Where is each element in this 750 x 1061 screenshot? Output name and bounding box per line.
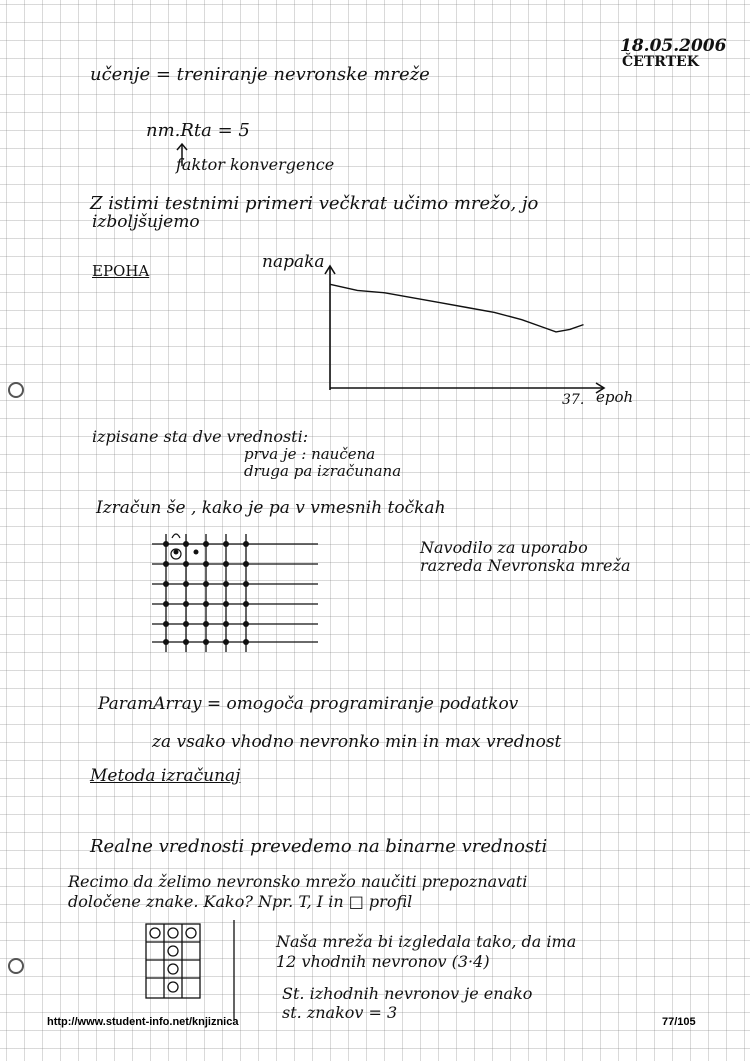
note-line-2: nm.Rta = 5 <box>146 120 250 141</box>
note-line-5: izpisane sta dve vrednosti: <box>92 427 309 446</box>
date: 18.05.2006 <box>620 36 727 56</box>
note-line-11: Metoda izračunaj <box>90 766 241 786</box>
note-line-3: faktor konvergence <box>176 155 335 174</box>
note-line-1: učenje = treniranje nevronske mreže <box>90 64 430 85</box>
note-line-4a: Z istimi testnimi primeri večkrat učimo mrežo, jo <box>90 193 539 214</box>
note-line-13a: Recimo da želimo nevronsko mrežo naučiti prepoznavati <box>68 872 528 891</box>
note-line-14b: 12 vhodnih nevronov (3·4) <box>276 952 490 971</box>
chart-series-line <box>330 284 584 332</box>
note-line-10: za vsako vhodno nevronko min in max vrednost <box>152 732 562 752</box>
epoha-label: EPOHA <box>92 262 150 280</box>
punch-hole <box>8 382 24 398</box>
footer-page-number: 77/105 <box>662 1016 696 1028</box>
note-line-9: ParamArray = omogoča programiranje podatkov <box>98 694 519 714</box>
note-line-4b: izboljšujemo <box>92 212 200 232</box>
chart-ylabel: napaka <box>262 252 325 272</box>
note-line-8: Izračun še , kako je pa v vmesnih točkah <box>96 498 446 518</box>
punch-hole <box>8 958 24 974</box>
note-line-6: prva je : naučena <box>244 445 376 463</box>
note-line-13b: določene znake. Kako? Npr. T, I in □ profil <box>68 892 413 911</box>
chart-xtick: 37. <box>562 392 585 408</box>
note-instructions-2: razreda Nevronska mreža <box>420 556 631 575</box>
footer-url[interactable]: http://www.student-info.net/knjiznica <box>47 1016 239 1028</box>
weekday: ČETRTEK <box>622 54 699 70</box>
note-line-12: Realne vrednosti prevedemo na binarne vrednosti <box>90 836 548 857</box>
note-line-7: druga pa izračunana <box>244 462 402 480</box>
note-line-14a: Naša mreža bi izgledala tako, da ima <box>276 932 577 951</box>
note-instructions-1: Navodilo za uporabo <box>420 538 588 557</box>
input-neuron-grid-sketch <box>144 920 240 1020</box>
chart-xlabel: epoh <box>596 388 634 406</box>
note-line-15a: St. izhodnih nevronov je enako <box>282 984 533 1003</box>
interpolation-grid-sketch <box>150 530 320 655</box>
note-line-15b: st. znakov = 3 <box>282 1003 398 1022</box>
error-chart <box>320 262 610 392</box>
